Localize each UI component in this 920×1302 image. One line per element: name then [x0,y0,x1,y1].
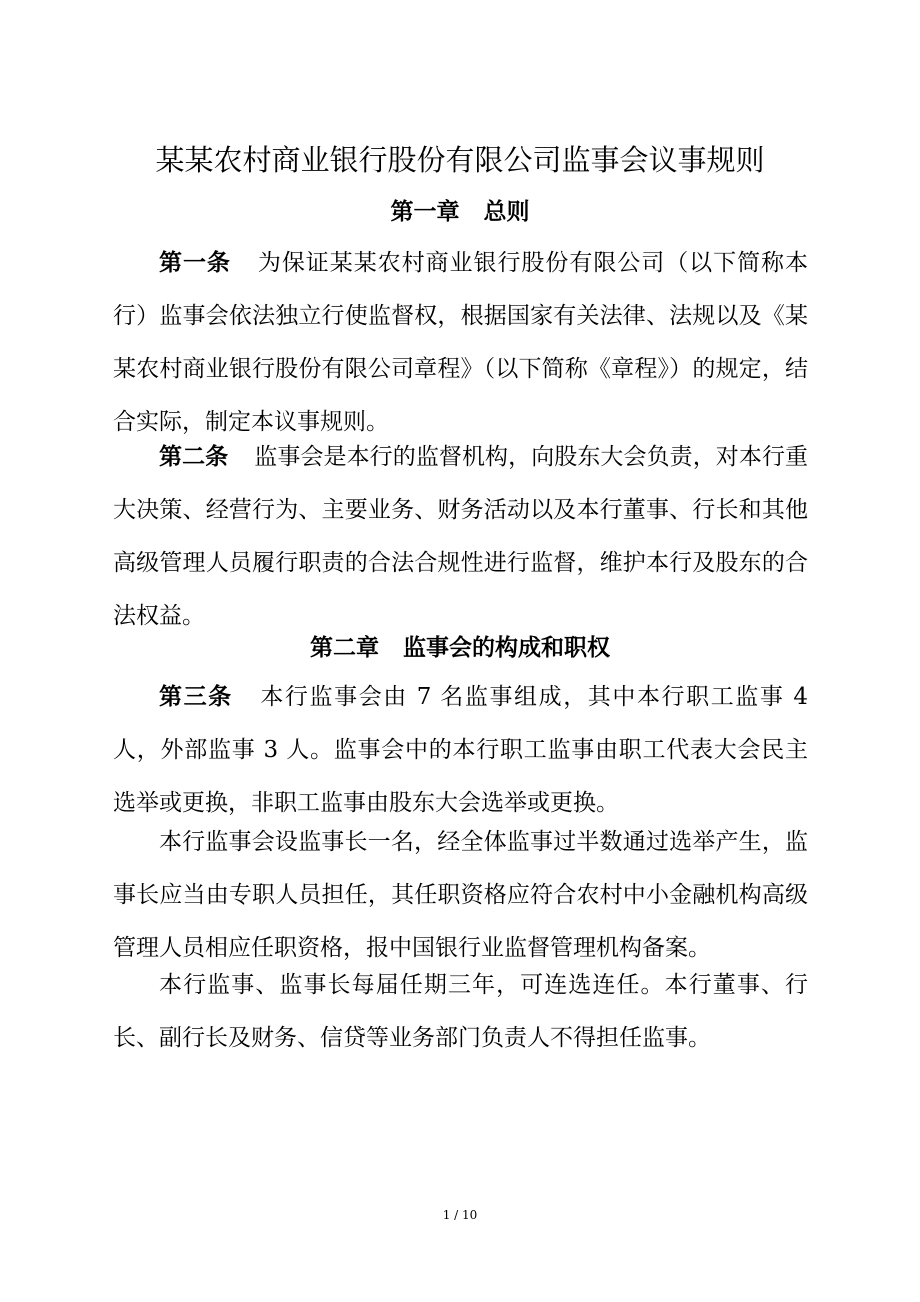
chapter-name: 监事会的构成和职权 [403,634,610,661]
chapter-heading [0,196,920,228]
article-paragraph [113,430,808,643]
article-text: 为保证某某农村商业银行股份有限公司（以下简称本行）监事会依法独立行使监督权，根据国家有关法律、法规以及《某某农村商业银行股份有限公司章程》（以下简称《章程》）的规定，结合实际，制定本议事规则。 [113,250,809,435]
chapter-number: 第一章 [390,198,460,225]
body-paragraph: 本行监事会设监事长一名，经全体监事过半数通过选举产生，监事长应当由专职人员担任，其任职资格应符合农村中小金融机构高级管理人员相应任职资格，报中国银行业监督管理机构备案。 [113,829,808,961]
article-label: 第三条 [159,683,233,710]
article-text: 本行监事会由 7 名监事组成，其中本行职工监事 4 人，外部监事 3 人。监事会中的本行职工监事由职工代表大会民主选举或更换，非职工监事由股东大会选举或更换。 [113,684,809,816]
article-paragraph [113,670,808,830]
chapter-name: 总则 [483,198,530,225]
document-title: 某某农村商业银行股份有限公司监事会议事规则 [155,143,765,177]
page-number: 1 / 10 [442,1208,478,1222]
chapter-number: 第二章 [310,634,379,661]
article-label: 第一条 [159,249,231,276]
body-paragraph: 本行监事、监事长每届任期三年，可连选连任。本行董事、行长、副行长及财务、信贷等业务部门负责人不得担任监事。 [113,972,808,1051]
article-paragraph [113,236,808,449]
article-label: 第二条 [159,443,229,470]
article-text: 监事会是本行的监督机构，向股东大会负责，对本行重大决策、经营行为、主要业务、财务活动以及本行董事、行长和其他高级管理人员履行职责的合法合规性进行监督，维护本行及股东的合法权益。 [113,444,809,629]
chapter-heading [0,632,920,664]
